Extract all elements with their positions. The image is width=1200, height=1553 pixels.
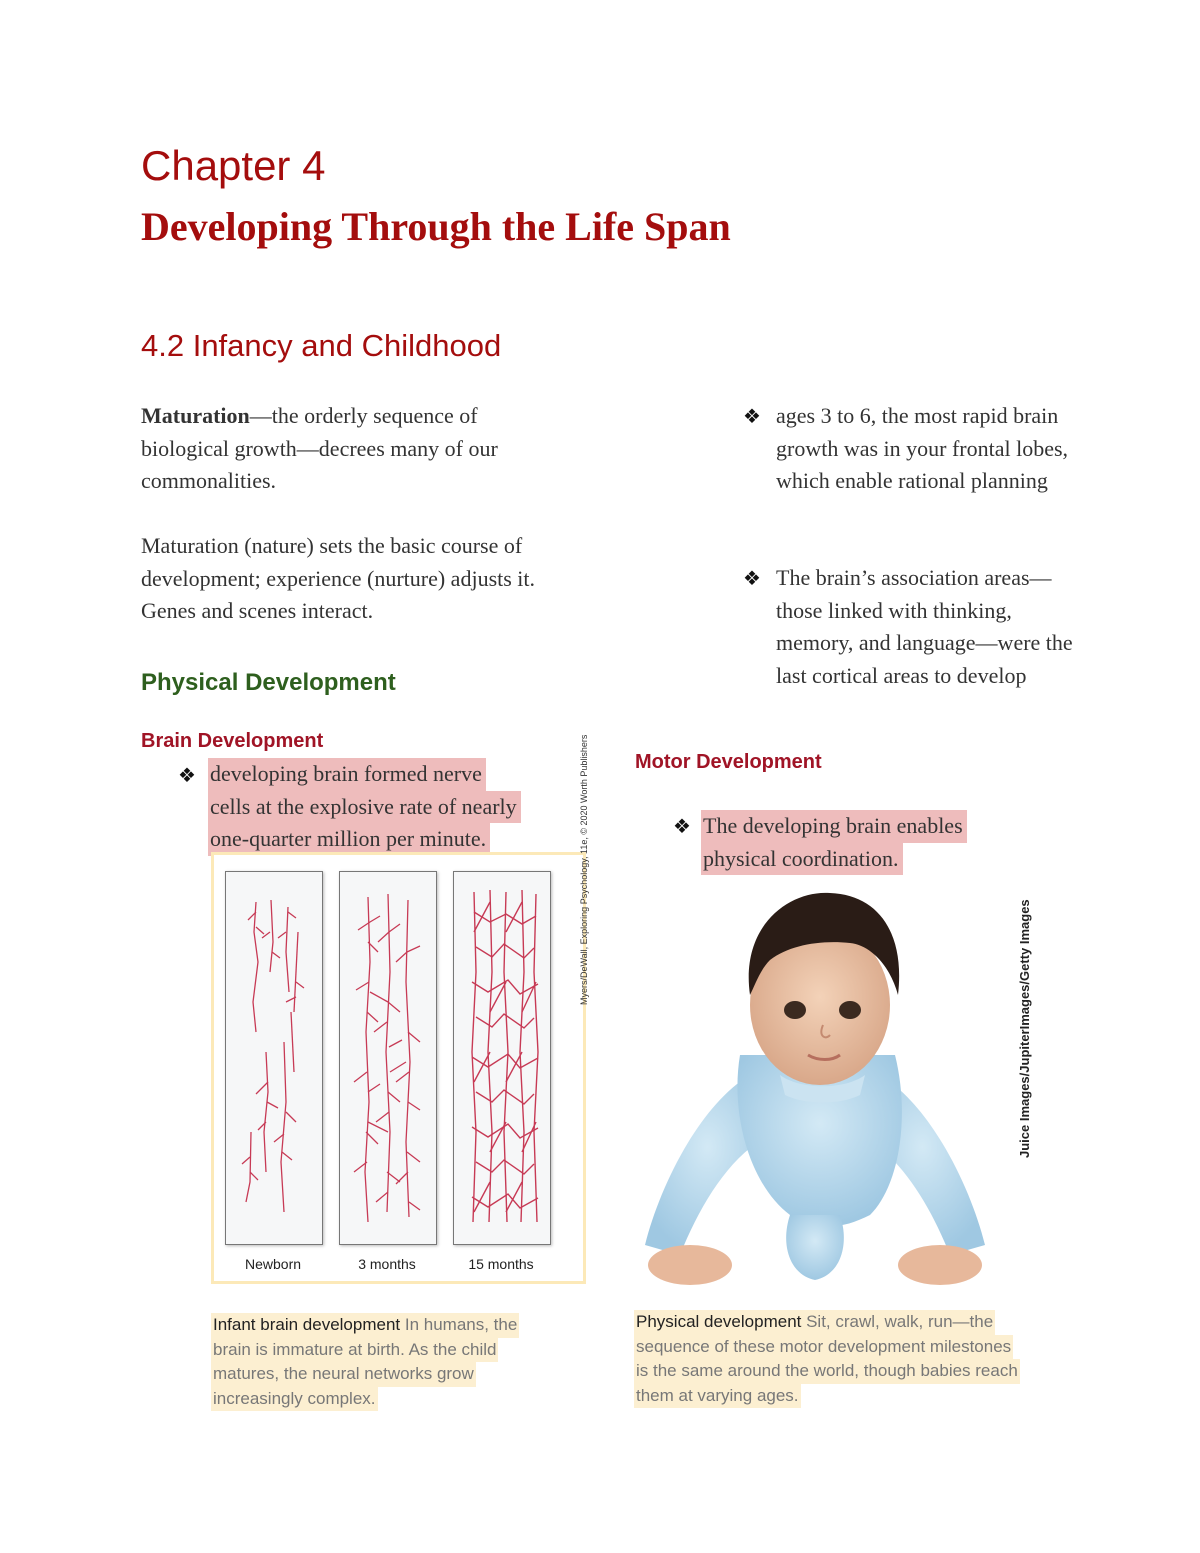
newborn-neurons-image <box>226 872 322 1244</box>
brain-figure-caption <box>211 1313 519 1411</box>
three-months-neurons-image <box>340 872 436 1244</box>
brain-caption-text: increasingly complex. <box>211 1387 378 1412</box>
diamond-bullet-icon: ❖ <box>178 763 196 787</box>
baby-caption-text: Sit, crawl, walk, run—the <box>801 1312 994 1331</box>
section-title: 4.2 Infancy and Childhood <box>141 328 502 363</box>
brain-caption-text: matures, the neural networks grow <box>211 1362 476 1387</box>
baby-caption-text: sequence of these motor development milestones <box>634 1335 1013 1360</box>
three-months-neuron-panel <box>339 871 437 1245</box>
association-areas-bullet <box>741 562 1073 732</box>
maturation-note: Maturation (nature) sets the basic course of development; experience (nurture) adjusts it. Genes and scenes interact. <box>141 533 536 623</box>
chapter-title: Developing Through the Life Span <box>141 204 731 249</box>
panel-label-15-months: 15 months <box>468 1256 534 1272</box>
newborn-neuron-panel <box>225 871 323 1245</box>
crawling-baby-photo <box>640 885 990 1300</box>
baby-caption-text: is the same around the world, though babies reach <box>634 1359 1020 1384</box>
motor-bullet-line: The developing brain enables <box>701 810 967 843</box>
brain-caption-title: Infant brain development <box>213 1315 401 1334</box>
diamond-bullet-icon: ❖ <box>673 814 691 838</box>
fifteen-months-neurons-image <box>454 872 550 1244</box>
brain-caption-text: In humans, the <box>400 1315 518 1334</box>
brain-bullet-line: cells at the explosive rate of nearly <box>208 791 521 824</box>
brain-development-heading: Brain Development <box>141 730 324 752</box>
brain-bullet-line: one-quarter million per minute. <box>208 823 490 856</box>
association-areas-bullet-text: The brain’s association areas—those linked with thinking, memory, and language—were the last cortical areas to develop <box>776 565 1073 688</box>
crawling-baby-image <box>640 885 990 1300</box>
chapter-label: Chapter 4 <box>141 142 326 189</box>
figure-credit: Myers/DeWall, Exploring Psychology, 11e, © 2020 Worth Publishers <box>579 734 589 1005</box>
panel-label-newborn: Newborn <box>244 1256 302 1272</box>
diamond-bullet-icon: ❖ <box>743 404 761 428</box>
motor-development-heading: Motor Development <box>635 751 822 773</box>
brain-bullet-line: developing brain formed nerve <box>208 758 486 791</box>
brain-caption-text: brain is immature at birth. As the child <box>211 1338 498 1363</box>
panel-label-3-months: 3 months <box>358 1256 416 1272</box>
frontal-lobe-bullet <box>741 400 1069 540</box>
baby-caption-text: them at varying ages. <box>634 1384 801 1409</box>
photo-credit: Juice Images/JupiterImages/Getty Images <box>1017 899 1032 1158</box>
maturation-definition <box>141 400 561 498</box>
motor-bullet-line: physical coordination. <box>701 843 903 876</box>
diamond-bullet-icon: ❖ <box>743 566 761 590</box>
baby-photo-caption <box>634 1310 1020 1408</box>
frontal-lobe-bullet-text: ages 3 to 6, the most rapid brain growth was in your frontal lobes, which enable rational planning <box>776 403 1069 493</box>
physical-development-heading: Physical Development <box>141 669 396 696</box>
maturation-term: Maturation <box>141 403 250 428</box>
maturation-definition-text: —the orderly sequence of biological growth—decrees many of our commonalities. <box>141 403 498 493</box>
baby-caption-title: Physical development <box>636 1312 802 1331</box>
fifteen-months-neuron-panel <box>453 871 551 1245</box>
